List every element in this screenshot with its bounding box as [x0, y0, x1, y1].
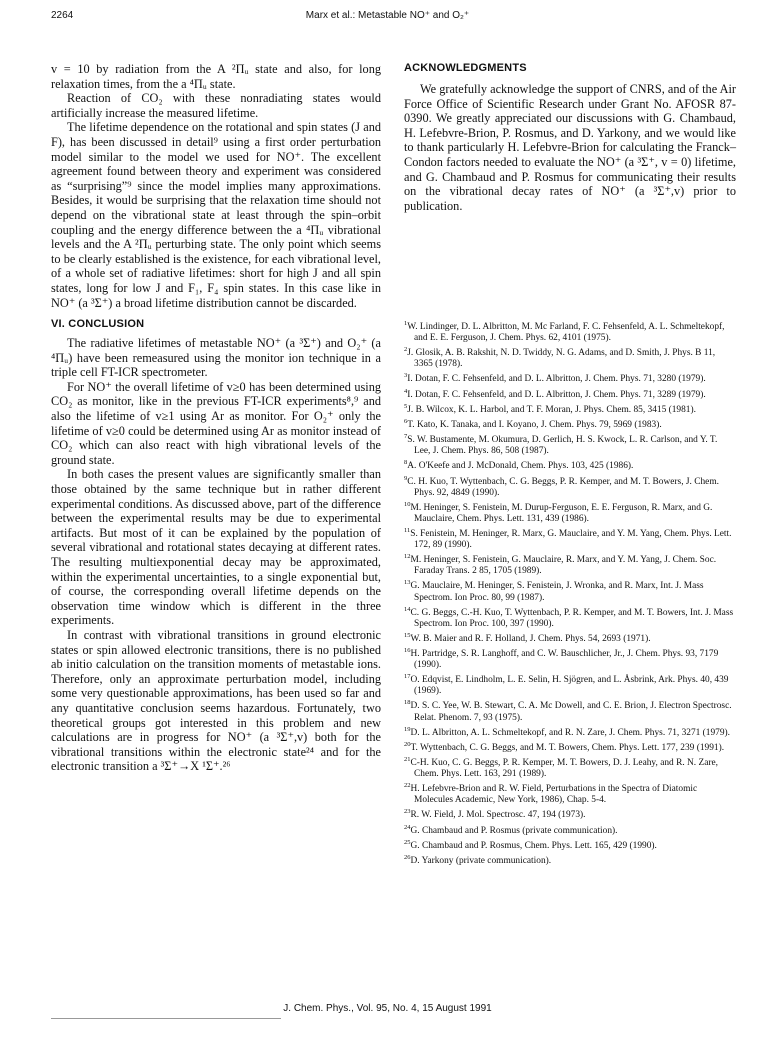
reference-item	[404, 837, 736, 852]
reference-item	[404, 806, 736, 821]
reference-text: H. Partridge, S. R. Langhoff, and C. W. Bauschlicher, Jr., J. Chem. Phys. 93, 7179 (1990).	[410, 649, 719, 671]
paragraph: Reaction of CO₂ with these nonradiating states would artificially increase the measured lifetime.	[51, 91, 381, 120]
paragraph: v = 10 by radiation from the A ²Πᵤ state and also, for long relaxation times, from the a ⁴Πᵤ state.	[51, 62, 381, 91]
reference-item	[404, 630, 736, 645]
reference-number: 26	[404, 853, 411, 861]
reference-text: W. B. Maier and R. F. Holland, J. Chem. Phys. 54, 2693 (1971).	[410, 633, 651, 644]
reference-number: 24	[404, 823, 411, 831]
reference-number: 6	[404, 417, 408, 425]
paragraph: The lifetime dependence on the rotational and spin states (J and F), has been discussed in detail⁹ using a first order perturbation model similar to the model we used for NO⁺. The excellent agreement found between theory and experiment was considered as “surprising”⁹ since the model implies many approximations. Besides, it would be surprising that the relaxation time should not depend on the vibrational state at least through the spin–orbit coupling and the energy difference between the a ⁴Πᵤ vibrational levels and the A ²Πᵤ perturbing state. The only point which seems to be clearly established is the existence, for each vibrational level, of a whole set of radiative lifetimes: short for high J and all spin states, long for low J and F₁, F₄ spin states. In this case like in NO⁺ (a ³Σ⁺) a broad lifetime distribution cannot be discarded.	[51, 120, 381, 310]
reference-number: 19	[404, 725, 411, 733]
reference-number: 23	[404, 808, 411, 816]
reference-item	[404, 822, 736, 837]
reference-text: T. Kato, K. Tanaka, and I. Koyano, J. Chem. Phys. 79, 5969 (1983).	[407, 420, 662, 431]
reference-text: I. Dotan, F. C. Fehsenfeld, and D. L. Albritton, J. Chem. Phys. 71, 3289 (1979).	[407, 389, 706, 400]
section-heading-conclusion: VI. CONCLUSION	[51, 318, 145, 331]
reference-number: 14	[404, 605, 411, 613]
reference-item	[404, 754, 736, 780]
reference-item	[404, 386, 736, 401]
reference-item	[404, 645, 736, 671]
reference-text: R. W. Field, J. Mol. Spectrosc. 47, 194 (1973).	[410, 810, 586, 821]
acknowledgments-text: We gratefully acknowledge the support of CNRS, and of the Air Force Office of Scientific Research under Grant No. AFOSR 87-0390. We greatly appreciated our discussions with G. Chambaud, H. Lefebvre-Brion, P. Rosmus, and D. Yarkony, and we would like to thank particularly H. Lefebvre-Brion for calculating the Franck–Condon factors needed to evaluate the NO⁺ (a ³Σ⁺, v = 0) lifetime, and G. Chambaud and P. Rosmus for communicating their results on the vibrational decay rates of NO⁺ (a ³Σ⁺,v) prior to publication.	[404, 82, 736, 213]
left-column	[51, 62, 381, 774]
reference-text: J. Glosik, A. B. Rakshit, N. D. Twiddy, N. G. Adams, and D. Smith, J. Phys. B 11, 3365 (1978).	[407, 348, 716, 370]
reference-number: 16	[404, 647, 411, 654]
reference-number: 18	[404, 699, 411, 707]
reference-text: C-H. Kuo, C. G. Beggs, P. R. Kemper, M. T. Bowers, D. J. Leahy, and R. N. Zare, Chem. Phys. Lett. 163, 291 (1989).	[410, 758, 718, 780]
reference-item	[404, 431, 736, 457]
reference-number: 15	[404, 631, 411, 639]
reference-number: 1	[404, 320, 408, 327]
reference-item	[404, 577, 736, 603]
reference-item	[404, 318, 736, 344]
reference-text: D. S. C. Yee, W. B. Stewart, C. A. Mc Dowell, and C. E. Brion, J. Electron Spectrosc. Relat. Phenom. 7, 93 (1975).	[410, 701, 732, 723]
reference-item	[404, 416, 736, 431]
paragraph: In both cases the present values are significantly smaller than those obtained by the same technique but in rather different experimental conditions. As discussed above, part of the difference between the experimental results may be due to experimental artifacts. But most of it can be explained by the population of several vibrational and rotational states decaying at different rates. The resulting multiexponential decay may be approximated, within the experimental uncertainties, to a single exponential but, of course, the corresponding overall lifetime depends on the observation time window which is different in the three experiments.	[51, 467, 381, 628]
acknowledgments-heading: ACKNOWLEDGMENTS	[404, 62, 527, 74]
reference-number: 4	[404, 387, 408, 395]
reference-number: 20	[404, 740, 411, 748]
reference-number: 22	[404, 782, 411, 790]
reference-item	[404, 739, 736, 754]
reference-item	[404, 724, 736, 739]
reference-number: 21	[404, 756, 411, 763]
reference-item	[404, 671, 736, 697]
reference-text: D. L. Albritton, A. L. Schmeltekopf, and R. N. Zare, J. Chem. Phys. 71, 3271 (1979).	[410, 727, 730, 738]
reference-number: 25	[404, 838, 411, 846]
reference-text: T. Wyttenbach, C. G. Beggs, and M. T. Bowers, Chem. Phys. Lett. 177, 239 (1991).	[410, 742, 725, 753]
paragraph: For NO⁺ the overall lifetime of v≥0 has been determined using CO₂ as monitor, like in the previous FT-ICR experiments⁸,⁹ and also the lifetime of v≥1 using Ar as monitor. For O₂⁺ only the lifetime of v≥0 could be determined using Ar as monitor instead of CO₂ which can also react with high vibrational levels of the ground state.	[51, 379, 381, 467]
reference-item	[404, 525, 736, 551]
running-title: Marx et al.: Metastable NO⁺ and O₂⁺	[305, 10, 470, 21]
reference-item	[404, 499, 736, 525]
reference-item	[404, 697, 736, 723]
paragraph: In contrast with vibrational transitions in ground electronic states or spin allowed electronic transitions, there is no published ab initio calculation on the transition moments of metastable ions. Therefore, only an approximate perturbation model, including some very questionable approximations, has been used so far and any quantitative conclusion seems hazardous. Fortunately, two theoretical groups got interested in this problem and new calculations are in progress for NO⁺ (a ³Σ⁺,v) both for the vibrational transitions within the electronic state²⁴ and for the electronic transition a ³Σ⁺→X ¹Σ⁺.²⁶	[51, 627, 381, 774]
reference-text: G. Chambaud and P. Rosmus, Chem. Phys. Lett. 165, 429 (1990).	[410, 840, 657, 851]
reference-number: 8	[404, 459, 408, 467]
reference-text: G. Chambaud and P. Rosmus (private communication).	[410, 825, 618, 836]
reference-text: S. Fenistein, M. Heninger, R. Marx, G. Mauclaire, and Y. M. Yang, Chem. Phys. Lett. 172, 89 (1990).	[410, 529, 732, 551]
journal-footer: J. Chem. Phys., Vol. 95, No. 4, 15 August 1991	[283, 1003, 492, 1014]
reference-number: 10	[404, 500, 411, 508]
conclusion-body	[51, 336, 381, 774]
reference-text: H. Lefebvre-Brion and R. W. Field, Perturbations in the Spectra of Diatomic Molecules Academic, New York, 1986), Chap. 5-4.	[410, 784, 698, 806]
reference-number: 5	[404, 402, 408, 410]
reference-item	[404, 780, 736, 806]
reference-text: C. G. Beggs, C.-H. Kuo, T. Wyttenbach, P. R. Kemper, and M. T. Bowers, Int. J. Mass Spectrom. Ion Proc. 100, 397 (1990).	[410, 607, 734, 629]
reference-text: J. B. Wilcox, K. L. Harbol, and T. F. Moran, J. Phys. Chem. 85, 3415 (1981).	[407, 404, 696, 415]
reference-item	[404, 473, 736, 499]
reference-number: 12	[404, 553, 411, 561]
reference-number: 3	[404, 372, 408, 380]
reference-item	[404, 551, 736, 577]
reference-number: 2	[404, 346, 408, 354]
reference-text: D. Yarkony (private communication).	[410, 856, 552, 867]
reference-item	[404, 852, 736, 867]
reference-list	[404, 318, 736, 867]
reference-number: 7	[404, 433, 408, 441]
paragraph: The radiative lifetimes of metastable NO⁺ (a ³Σ⁺) and O₂⁺ (a ⁴Πᵤ) have been remeasured using the monitor ion technique in a triple cell FT-ICR spectrometer.	[51, 336, 381, 380]
reference-item	[404, 604, 736, 630]
reference-item	[404, 457, 736, 472]
reference-text: C. H. Kuo, T. Wyttenbach, C. G. Beggs, P. R. Kemper, and M. T. Bowers, J. Chem. Phys. 92, 4849 (1990).	[407, 476, 719, 498]
reference-number: 9	[404, 474, 408, 482]
reference-number: 11	[404, 526, 411, 534]
reference-text: M. Heninger, S. Fenistein, M. Durup-Ferguson, E. E. Ferguson, R. Marx, and G. Mauclaire, Chem. Phys. Lett. 131, 439 (1986).	[410, 502, 713, 524]
reference-text: G. Mauclaire, M. Heninger, S. Fenistein, J. Wronka, and R. Marx, Int. J. Mass Spectrom. Ion Proc. 80, 99 (1987).	[410, 581, 704, 603]
reference-text: M. Heninger, S. Fenistein, G. Mauclaire, R. Marx, and Y. M. Yang, J. Chem. Soc. Faraday Trans. 2 85, 1705 (1989).	[410, 555, 717, 577]
reference-text: I. Dotan, F. C. Fehsenfeld, and D. L. Albritton, J. Chem. Phys. 71, 3280 (1979).	[407, 374, 706, 385]
footer-rule	[51, 1018, 281, 1019]
reference-text: W. Lindinger, D. L. Albritton, M. Mc Farland, F. C. Fehsenfeld, A. L. Schmeltekopf, and E. E. Ferguson, J. Chem. Phys. 62, 4101 (1975).	[407, 322, 725, 344]
reference-text: A. O'Keefe and J. McDonald, Chem. Phys. 103, 425 (1986).	[407, 461, 634, 472]
reference-item	[404, 370, 736, 385]
reference-item	[404, 401, 736, 416]
reference-item	[404, 344, 736, 370]
page-number: 2264	[51, 10, 74, 21]
discussion-continued	[51, 62, 381, 310]
reference-number: 13	[404, 579, 411, 587]
right-column	[404, 62, 736, 213]
reference-number: 17	[404, 673, 411, 681]
reference-text: O. Edqvist, E. Lindholm, L. E. Selin, H. Sjögren, and L. Åsbrink, Ark. Phys. 40, 439 (1969).	[410, 675, 729, 697]
reference-text: S. W. Bustamente, M. Okumura, D. Gerlich, H. S. Kwock, L. R. Carlson, and Y. T. Lee, J. Chem. Phys. 86, 508 (1987).	[407, 435, 718, 457]
